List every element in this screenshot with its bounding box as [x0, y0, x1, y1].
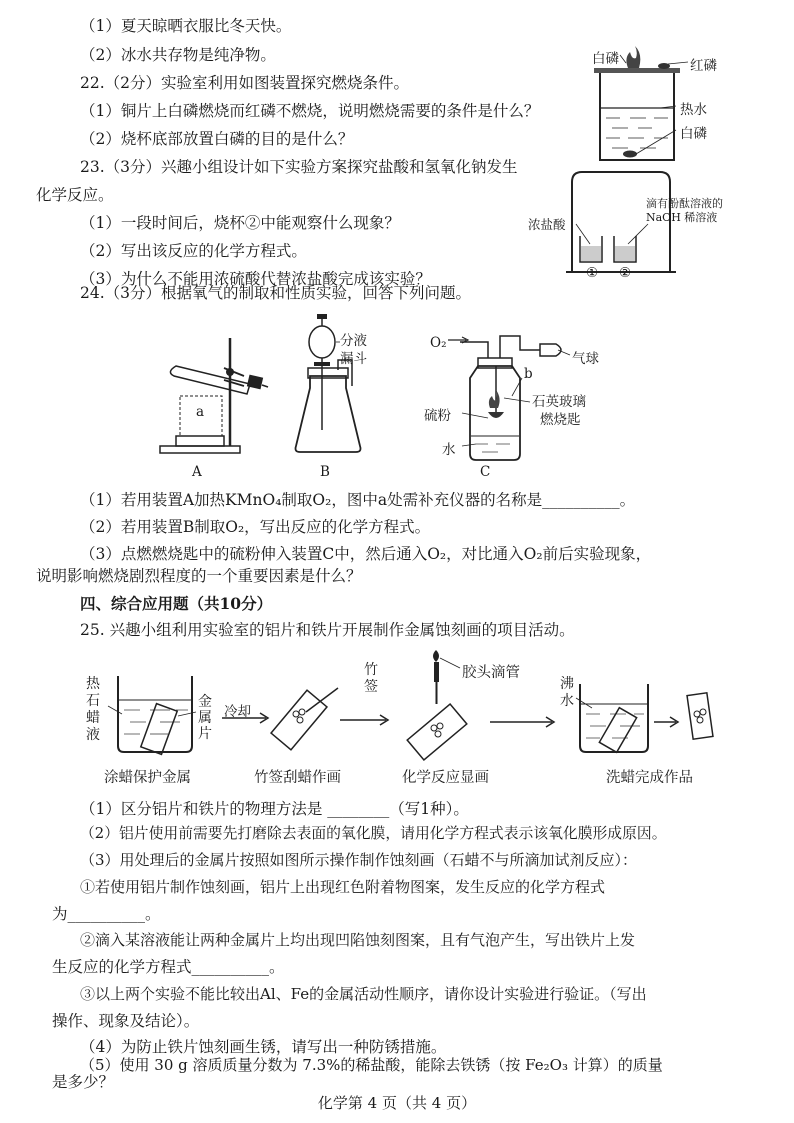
label-bamboo-group — [364, 662, 378, 696]
label-a: a — [196, 404, 205, 420]
q25-sub-1-line-1: ①若使用铝片制作蚀刻画，铝片上出现红色附着物图案，发生反应的化学方程式 — [80, 878, 606, 896]
label-hot-wax-char: 石 — [86, 693, 100, 709]
label-naoh-line-2: NaOH 稀溶液 — [646, 211, 718, 224]
label-metal-sheet-group — [198, 694, 212, 742]
q24-stem: 24.（3分）根据氧气的制取和性质实验，回答下列问题。 — [80, 284, 472, 302]
q23-stem-line-1: 23.（3分）兴趣小组设计如下实验方案探究盐酸和氢氧化钠发生 — [80, 158, 518, 176]
label-funnel-line-1: 分液 — [340, 333, 367, 349]
label-cool: 冷却 — [224, 704, 251, 720]
label-apparatus-a: A — [192, 464, 202, 480]
label-naoh-line-1: 滴有酚酞溶液的 — [646, 197, 723, 210]
q25-item-3: （3）用处理后的金属片按照如图所示操作制作蚀刻画（石蜡不与所滴加试剂反应）： — [80, 851, 638, 869]
q21-item-2: （2）冰水共存物是纯净物。 — [80, 46, 276, 64]
label-metal-sheet-char: 属 — [198, 710, 212, 726]
q25-item-4: （4）为防止铁片蚀刻画生锈，请写出一种防锈措施。 — [80, 1038, 447, 1056]
label-funnel-line-2: 漏斗 — [340, 351, 367, 367]
label-apparatus-b: B — [320, 464, 330, 480]
q25-stem: 25. 兴趣小组利用实验室的铝片和铁片开展制作金属蚀刻画的项目活动。 — [80, 621, 575, 639]
q22-item-1: （1）铜片上白磷燃烧而红磷不燃烧，说明燃烧需要的条件是什么？ — [80, 102, 540, 120]
label-step-1: 涂蜡保护金属 — [104, 770, 191, 786]
label-white-phosphorus-top: 白磷 — [592, 51, 619, 67]
label-step-3: 化学反应显画 — [402, 770, 489, 786]
label-metal-sheet-char: 片 — [198, 726, 212, 742]
section-title: 四、综合应用题（共10分） — [80, 594, 273, 613]
label-red-phosphorus: 红磷 — [690, 58, 717, 74]
label-beaker-2: ② — [619, 265, 632, 281]
q23-item-1: （1）一段时间后，烧杯②中能观察什么现象？ — [80, 214, 400, 232]
label-conc-hcl: 浓盐酸 — [528, 217, 566, 232]
q23-item-3: （3）为什么不能用浓硫酸代替浓盐酸完成该实验？ — [80, 270, 431, 288]
q23-item-2: （2）写出该反应的化学方程式。 — [80, 242, 307, 260]
label-sulfur: 硫粉 — [424, 408, 451, 424]
label-metal-sheet-char: 金 — [198, 694, 212, 710]
q24-item-3-line-2: 说明影响燃烧剧烈程度的一个重要因素是什么？ — [36, 567, 362, 585]
q22-stem: 22.（2分）实验室利用如图装置探究燃烧条件。 — [80, 74, 410, 92]
label-hot-wax-char: 液 — [86, 727, 100, 743]
label-water: 水 — [442, 442, 456, 458]
q25-sub-2-line-1: ②滴入某溶液能让两种金属片上均出现凹陷蚀刻图案，且有气泡产生，写出铁片上发 — [80, 931, 636, 949]
label-dropper: 胶头滴管 — [462, 665, 520, 681]
label-hot-wax-char: 热 — [86, 676, 100, 692]
q22-item-2: （2）烧杯底部放置白磷的目的是什么？ — [80, 130, 354, 148]
q25-item-1: （1）区分铝片和铁片的物理方法是 ________（写1种）。 — [80, 800, 469, 818]
label-o2: O₂ — [430, 335, 447, 351]
label-b: b — [524, 366, 533, 382]
label-spoon-line-2: 燃烧匙 — [540, 412, 581, 428]
q24-item-2: （2）若用装置B制取O₂，写出反应的化学方程式。 — [80, 518, 431, 536]
q25-item-5-line-1: （5）使用 30 g 溶质质量分数为 7.3%的稀盐酸，能除去铁锈（按 Fe₂O₃ 计算）的质量 — [80, 1056, 663, 1074]
label-bamboo-char: 签 — [364, 679, 378, 695]
page-footer: 化学第 4 页（共 4 页） — [317, 1094, 477, 1112]
q25-sub-2-line-2: 生反应的化学方程式__________。 — [52, 958, 285, 976]
q23-stem-line-2: 化学反应。 — [36, 186, 114, 204]
label-boiling-water-group — [560, 676, 574, 710]
q21-item-1: （1）夏天晾晒衣服比冬天快。 — [80, 17, 292, 35]
label-boiling-water-char: 水 — [560, 693, 574, 709]
q25-item-2: （2）铝片使用前需要先打磨除去表面的氧化膜，请用化学方程式表示该氧化膜形成原因。 — [80, 825, 667, 842]
label-hot-water: 热水 — [680, 102, 707, 118]
label-spoon-line-1: 石英玻璃 — [532, 394, 586, 410]
label-hot-wax-char: 蜡 — [86, 710, 100, 726]
label-beaker-1: ① — [586, 265, 599, 281]
q24-item-1: （1）若用装置A加热KMnO₄制取O₂，图中a处需补充仪器的名称是__________。 — [80, 491, 636, 509]
q25-sub-1-line-2: 为__________。 — [52, 905, 161, 923]
label-step-4: 洗蜡完成作品 — [606, 770, 693, 786]
q25-sub-3-line-2: 操作、现象及结论）。 — [52, 1012, 200, 1030]
label-boiling-water-char: 沸 — [560, 676, 574, 692]
label-bamboo-char: 竹 — [364, 662, 378, 678]
q25-item-5-line-2: 是多少？ — [52, 1073, 115, 1091]
q25-sub-3-line-1: ③以上两个实验不能比较出Al、Fe的金属活动性顺序，请你设计实验进行验证。（写出 — [80, 985, 647, 1003]
label-apparatus-c: C — [480, 464, 491, 480]
q24-item-3-line-1: （3）点燃燃烧匙中的硫粉伸入装置C中，然后通入O₂，对比通入O₂前后实验现象， — [80, 545, 652, 563]
label-step-2: 竹签刮蜡作画 — [254, 770, 341, 786]
label-white-phosphorus-bottom: 白磷 — [680, 126, 707, 142]
label-hot-wax-group — [86, 676, 100, 744]
label-balloon: 气球 — [572, 351, 599, 367]
